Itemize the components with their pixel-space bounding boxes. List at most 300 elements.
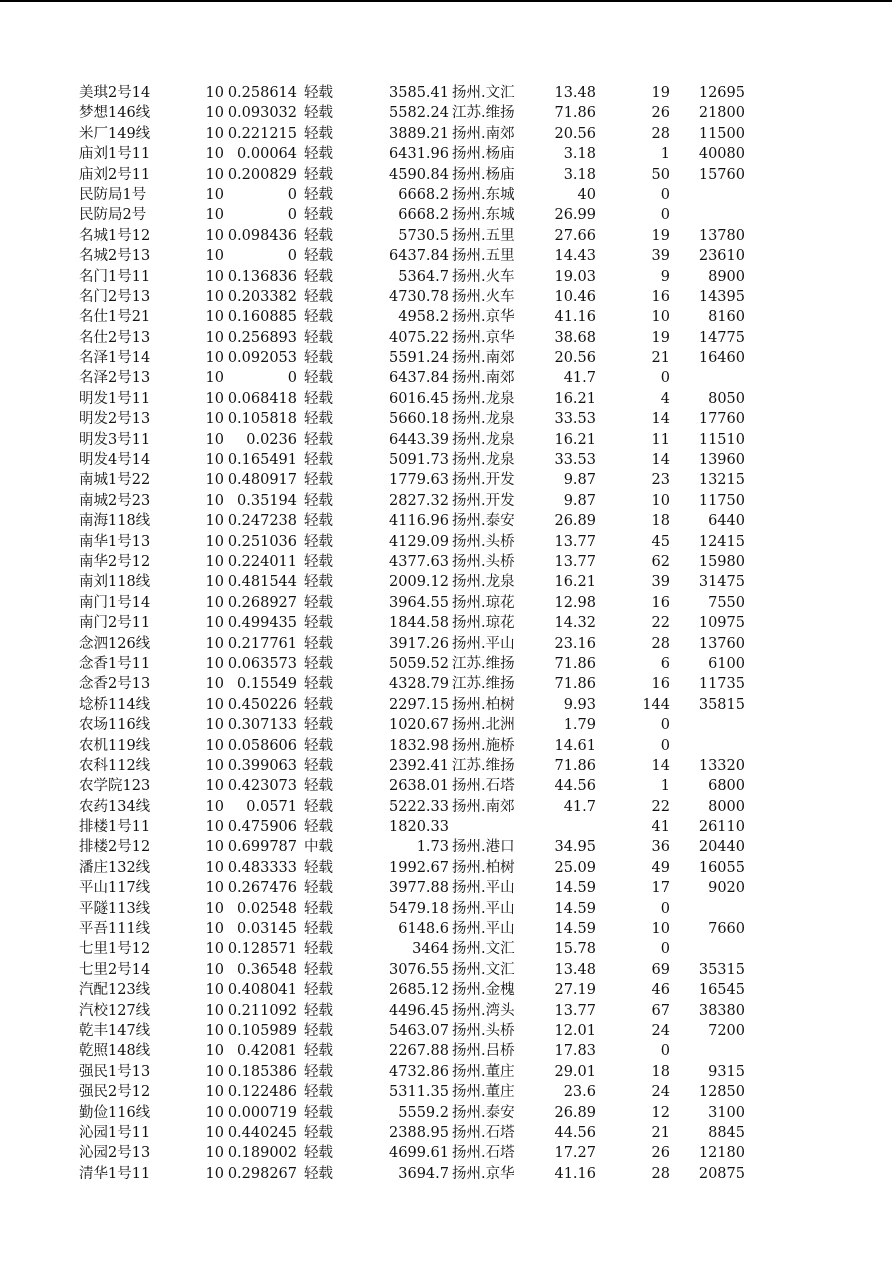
load-status-cell: 轻载 xyxy=(304,248,333,265)
distance-cell: 17.27 xyxy=(554,1145,596,1162)
load-rate-cell: 0.203382 xyxy=(227,288,297,305)
load-rate-cell: 0.0571 xyxy=(246,798,297,815)
substation-cell: 扬州.湾头 xyxy=(452,1002,515,1019)
length-cell: 1992.67 xyxy=(389,859,449,876)
table-row xyxy=(0,328,892,348)
line-name-cell: 名仕1号21 xyxy=(79,309,151,326)
line-name-cell: 南门2号11 xyxy=(79,615,151,632)
substation-cell: 江苏.维扬 xyxy=(452,105,515,122)
length-cell: 5730.5 xyxy=(398,227,449,244)
load-status-cell: 轻载 xyxy=(304,1043,333,1060)
distance-cell: 44.56 xyxy=(554,1124,596,1141)
voltage-cell: 10 xyxy=(205,839,224,856)
load-status-cell: 轻载 xyxy=(304,370,333,387)
load-rate-cell: 0.058606 xyxy=(227,737,297,754)
distance-cell: 71.86 xyxy=(554,655,596,672)
length-cell: 5222.33 xyxy=(389,798,449,815)
voltage-cell: 10 xyxy=(205,1063,224,1080)
line-name-cell: 明发4号14 xyxy=(79,452,151,469)
distance-cell: 26.99 xyxy=(554,207,596,224)
distance-cell: 16.21 xyxy=(554,390,596,407)
substation-cell: 扬州.京华 xyxy=(452,309,515,326)
length-cell: 4730.78 xyxy=(389,288,449,305)
substation-cell: 扬州.龙泉 xyxy=(452,574,515,591)
count-cell: 10 xyxy=(651,921,670,938)
substation-cell: 扬州.头桥 xyxy=(452,1022,515,1039)
distance-cell: 10.46 xyxy=(554,288,596,305)
load-rate-cell: 0.499435 xyxy=(227,615,297,632)
load-rate-cell: 0.03145 xyxy=(237,921,297,938)
load-rate-cell: 0.098436 xyxy=(227,227,297,244)
length-cell: 1020.67 xyxy=(389,717,449,734)
load-rate-cell: 0.105818 xyxy=(227,411,297,428)
capacity-cell: 15760 xyxy=(698,166,745,183)
capacity-cell: 20440 xyxy=(698,839,745,856)
distance-cell: 23.16 xyxy=(554,635,596,652)
table-row xyxy=(0,817,892,837)
table-row xyxy=(0,776,892,796)
capacity-cell xyxy=(670,899,745,919)
count-cell: 46 xyxy=(651,982,670,999)
capacity-cell: 38380 xyxy=(698,1002,745,1019)
distance-cell: 33.53 xyxy=(554,452,596,469)
voltage-cell: 10 xyxy=(205,1124,224,1141)
voltage-cell: 10 xyxy=(205,1002,224,1019)
load-status-cell: 轻载 xyxy=(304,452,333,469)
substation-cell: 扬州.南郊 xyxy=(452,370,515,387)
capacity-cell: 12415 xyxy=(698,533,745,550)
load-rate-cell: 0.165491 xyxy=(227,452,297,469)
load-rate-cell: 0.189002 xyxy=(227,1145,297,1162)
substation-cell: 扬州.董庄 xyxy=(452,1063,515,1080)
substation-cell: 扬州.吕桥 xyxy=(452,1043,515,1060)
count-cell: 144 xyxy=(642,696,670,713)
count-cell: 49 xyxy=(651,859,670,876)
load-rate-cell: 0 xyxy=(287,370,297,387)
load-rate-cell: 0.35194 xyxy=(237,492,297,509)
table-row xyxy=(0,185,892,205)
table-row xyxy=(0,124,892,144)
capacity-cell: 35815 xyxy=(698,696,745,713)
length-cell: 2685.12 xyxy=(389,982,449,999)
load-rate-cell: 0.36548 xyxy=(237,961,297,978)
count-cell: 19 xyxy=(651,329,670,346)
line-name-cell: 名泽1号14 xyxy=(79,350,151,367)
length-cell: 5463.07 xyxy=(389,1022,449,1039)
voltage-cell: 10 xyxy=(205,350,224,367)
table-row xyxy=(0,715,892,735)
capacity-cell: 13760 xyxy=(698,635,745,652)
length-cell: 4129.09 xyxy=(389,533,449,550)
voltage-cell: 10 xyxy=(205,370,224,387)
load-rate-cell: 0.211092 xyxy=(227,1002,297,1019)
table-row xyxy=(0,1164,892,1184)
count-cell: 21 xyxy=(651,350,670,367)
load-status-cell: 轻载 xyxy=(304,615,333,632)
distance-cell: 13.77 xyxy=(554,533,596,550)
distance-cell: 14.59 xyxy=(554,900,596,917)
voltage-cell: 10 xyxy=(205,1165,224,1182)
capacity-cell: 11500 xyxy=(698,125,745,142)
line-name-cell: 民防局1号 xyxy=(79,186,147,203)
distance-cell: 16.21 xyxy=(554,574,596,591)
voltage-cell: 10 xyxy=(205,859,224,876)
substation-cell: 扬州.文汇 xyxy=(452,941,515,958)
count-cell: 0 xyxy=(660,737,670,754)
load-rate-cell: 0.475906 xyxy=(227,819,297,836)
page-top-border xyxy=(0,0,892,2)
load-status-cell: 轻载 xyxy=(304,982,333,999)
load-status-cell: 轻载 xyxy=(304,227,333,244)
distance-cell: 26.89 xyxy=(554,1104,596,1121)
count-cell: 19 xyxy=(651,85,670,101)
load-rate-cell: 0.42081 xyxy=(237,1043,297,1060)
line-name-cell: 民防局2号 xyxy=(79,207,147,224)
count-cell: 17 xyxy=(651,880,670,897)
table-row xyxy=(0,511,892,531)
distance-cell: 14.59 xyxy=(554,921,596,938)
distance-cell: 16.21 xyxy=(554,431,596,448)
count-cell: 67 xyxy=(651,1002,670,1019)
capacity-cell: 3100 xyxy=(708,1104,745,1121)
load-status-cell: 轻载 xyxy=(304,85,333,101)
table-row xyxy=(0,858,892,878)
length-cell: 6668.2 xyxy=(398,207,449,224)
count-cell: 26 xyxy=(651,1145,670,1162)
distance-cell: 13.48 xyxy=(554,961,596,978)
line-name-cell: 埝桥114线 xyxy=(79,696,151,713)
line-name-cell: 念泗126线 xyxy=(79,635,151,652)
distance-cell: 29.01 xyxy=(554,1063,596,1080)
capacity-cell: 8000 xyxy=(708,798,745,815)
substation-cell: 扬州.南郊 xyxy=(452,125,515,142)
substation-cell: 扬州.泰安 xyxy=(452,1104,515,1121)
length-cell: 2638.01 xyxy=(389,778,449,795)
capacity-cell: 9020 xyxy=(708,880,745,897)
load-status-cell: 轻载 xyxy=(304,1145,333,1162)
line-name-cell: 农学院123 xyxy=(79,778,151,795)
load-rate-cell: 0 xyxy=(287,248,297,265)
substation-cell: 扬州.南郊 xyxy=(452,798,515,815)
voltage-cell: 10 xyxy=(205,880,224,897)
length-cell: 4732.86 xyxy=(389,1063,449,1080)
count-cell: 0 xyxy=(660,1043,670,1060)
count-cell: 0 xyxy=(660,941,670,958)
distance-cell: 15.78 xyxy=(554,941,596,958)
load-status-cell: 轻载 xyxy=(304,1104,333,1121)
load-rate-cell: 0.298267 xyxy=(227,1165,297,1182)
load-rate-cell: 0.093032 xyxy=(227,105,297,122)
length-cell: 5479.18 xyxy=(389,900,449,917)
load-status-cell: 轻载 xyxy=(304,961,333,978)
substation-cell: 江苏.维扬 xyxy=(452,655,515,672)
voltage-cell: 10 xyxy=(205,594,224,611)
load-status-cell: 轻载 xyxy=(304,1002,333,1019)
load-status-cell: 轻载 xyxy=(304,737,333,754)
distance-cell: 34.95 xyxy=(554,839,596,856)
line-name-cell: 南华2号12 xyxy=(79,553,151,570)
table-row xyxy=(0,1103,892,1123)
line-name-cell: 南海118线 xyxy=(79,513,151,530)
line-name-cell: 排楼2号12 xyxy=(79,839,151,856)
line-name-cell: 乾照148线 xyxy=(79,1043,151,1060)
table-row xyxy=(0,1082,892,1102)
load-status-cell: 轻载 xyxy=(304,859,333,876)
capacity-cell: 7660 xyxy=(708,921,745,938)
substation-cell: 扬州.平山 xyxy=(452,880,515,897)
distance-cell: 41.7 xyxy=(563,798,596,815)
load-status-cell: 轻载 xyxy=(304,350,333,367)
distance-cell: 27.19 xyxy=(554,982,596,999)
voltage-cell: 10 xyxy=(205,900,224,917)
distance-cell: 3.18 xyxy=(563,146,596,163)
substation-cell: 扬州.石塔 xyxy=(452,1145,515,1162)
distance-cell: 44.56 xyxy=(554,778,596,795)
line-name-cell: 庙刘2号11 xyxy=(79,166,151,183)
length-cell: 4116.96 xyxy=(389,513,449,530)
voltage-cell: 10 xyxy=(205,268,224,285)
capacity-cell: 15980 xyxy=(698,553,745,570)
capacity-cell: 16460 xyxy=(698,350,745,367)
distance-cell: 9.87 xyxy=(563,472,596,489)
line-name-cell: 明发3号11 xyxy=(79,431,151,448)
capacity-cell xyxy=(670,1041,745,1061)
count-cell: 18 xyxy=(651,513,670,530)
load-status-cell: 轻载 xyxy=(304,125,333,142)
substation-cell: 扬州.平山 xyxy=(452,900,515,917)
count-cell: 14 xyxy=(651,411,670,428)
count-cell: 62 xyxy=(651,553,670,570)
capacity-cell: 16055 xyxy=(698,859,745,876)
length-cell: 5582.24 xyxy=(389,105,449,122)
line-name-cell: 南门1号14 xyxy=(79,594,151,611)
substation-cell: 扬州.泰安 xyxy=(452,513,515,530)
substation-cell: 扬州.施桥 xyxy=(452,737,515,754)
substation-cell: 扬州.琼花 xyxy=(452,594,515,611)
load-status-cell: 轻载 xyxy=(304,1124,333,1141)
table-row xyxy=(0,226,892,246)
load-status-cell: 轻载 xyxy=(304,778,333,795)
load-rate-cell: 0.063573 xyxy=(227,655,297,672)
voltage-cell: 10 xyxy=(205,1145,224,1162)
length-cell: 6148.6 xyxy=(398,921,449,938)
substation-cell: 扬州.京华 xyxy=(452,1165,515,1182)
load-status-cell: 轻载 xyxy=(304,186,333,203)
load-rate-cell: 0.268927 xyxy=(227,594,297,611)
load-status-cell: 轻载 xyxy=(304,819,333,836)
voltage-cell: 10 xyxy=(205,390,224,407)
voltage-cell: 10 xyxy=(205,329,224,346)
line-name-cell: 名城2号13 xyxy=(79,248,151,265)
table-row xyxy=(0,756,892,776)
distance-cell: 27.66 xyxy=(554,227,596,244)
load-rate-cell: 0.105989 xyxy=(227,1022,297,1039)
load-status-cell: 轻载 xyxy=(304,921,333,938)
line-name-cell: 名泽2号13 xyxy=(79,370,151,387)
capacity-cell: 11735 xyxy=(698,676,745,693)
table-row xyxy=(0,572,892,592)
line-name-cell: 梦想146线 xyxy=(79,105,151,122)
load-status-cell: 轻载 xyxy=(304,900,333,917)
load-rate-cell: 0.068418 xyxy=(227,390,297,407)
voltage-cell: 10 xyxy=(205,309,224,326)
line-name-cell: 平山117线 xyxy=(79,880,151,897)
table-row xyxy=(0,307,892,327)
line-name-cell: 南华1号13 xyxy=(79,533,151,550)
load-status-cell: 中载 xyxy=(304,839,333,856)
count-cell: 6 xyxy=(660,655,670,672)
capacity-cell: 9315 xyxy=(708,1063,745,1080)
voltage-cell: 10 xyxy=(205,941,224,958)
substation-cell: 扬州.琼花 xyxy=(452,615,515,632)
substation-cell: 江苏.维扬 xyxy=(452,757,515,774)
load-status-cell: 轻载 xyxy=(304,594,333,611)
substation-cell: 扬州.港口 xyxy=(452,839,515,856)
length-cell: 1820.33 xyxy=(389,819,449,836)
capacity-cell: 8845 xyxy=(708,1124,745,1141)
substation-cell: 扬州.平山 xyxy=(452,921,515,938)
capacity-cell: 23610 xyxy=(698,248,745,265)
substation-cell: 扬州.五里 xyxy=(452,227,515,244)
load-rate-cell: 0.221215 xyxy=(227,125,297,142)
load-rate-cell: 0 xyxy=(287,207,297,224)
line-name-cell: 沁园1号11 xyxy=(79,1124,151,1141)
count-cell: 14 xyxy=(651,757,670,774)
load-status-cell: 轻载 xyxy=(304,492,333,509)
load-status-cell: 轻载 xyxy=(304,655,333,672)
voltage-cell: 10 xyxy=(205,1084,224,1101)
voltage-cell: 10 xyxy=(205,186,224,203)
table-row xyxy=(0,430,892,450)
distance-cell: 41.16 xyxy=(554,1165,596,1182)
load-status-cell: 轻载 xyxy=(304,472,333,489)
voltage-cell: 10 xyxy=(205,778,224,795)
data-table xyxy=(0,83,892,1184)
voltage-cell: 10 xyxy=(205,574,224,591)
length-cell: 3464 xyxy=(412,941,449,958)
line-name-cell: 美琪2号14 xyxy=(79,85,151,101)
length-cell: 6443.39 xyxy=(389,431,449,448)
line-name-cell: 平隧113线 xyxy=(79,900,151,917)
count-cell: 45 xyxy=(651,533,670,550)
line-name-cell: 平吾111线 xyxy=(79,921,151,938)
count-cell: 39 xyxy=(651,248,670,265)
voltage-cell: 10 xyxy=(205,513,224,530)
length-cell: 4590.84 xyxy=(389,166,449,183)
table-row xyxy=(0,878,892,898)
load-status-cell: 轻载 xyxy=(304,717,333,734)
substation-cell: 扬州.文汇 xyxy=(452,961,515,978)
capacity-cell: 10975 xyxy=(698,615,745,632)
count-cell: 11 xyxy=(651,431,670,448)
load-rate-cell: 0.480917 xyxy=(227,472,297,489)
capacity-cell: 11510 xyxy=(698,431,745,448)
load-rate-cell: 0.267476 xyxy=(227,880,297,897)
load-rate-cell: 0.399063 xyxy=(227,757,297,774)
load-rate-cell: 0.160885 xyxy=(227,309,297,326)
distance-cell: 26.89 xyxy=(554,513,596,530)
load-rate-cell: 0.128571 xyxy=(227,941,297,958)
distance-cell: 20.56 xyxy=(554,350,596,367)
table-row xyxy=(0,83,892,103)
table-row xyxy=(0,634,892,654)
voltage-cell: 10 xyxy=(205,1104,224,1121)
count-cell: 22 xyxy=(651,615,670,632)
count-cell: 24 xyxy=(651,1084,670,1101)
substation-cell: 扬州.石塔 xyxy=(452,1124,515,1141)
voltage-cell: 10 xyxy=(205,635,224,652)
table-row xyxy=(0,736,892,756)
capacity-cell: 31475 xyxy=(698,574,745,591)
line-name-cell: 农药134线 xyxy=(79,798,151,815)
line-name-cell: 汽配123线 xyxy=(79,982,151,999)
length-cell: 3585.41 xyxy=(389,85,449,101)
length-cell: 4328.79 xyxy=(389,676,449,693)
load-status-cell: 轻载 xyxy=(304,941,333,958)
substation-cell: 扬州.北洲 xyxy=(452,717,515,734)
voltage-cell: 10 xyxy=(205,1043,224,1060)
voltage-cell: 10 xyxy=(205,207,224,224)
substation-cell: 扬州.火车 xyxy=(452,268,515,285)
line-name-cell: 念香2号13 xyxy=(79,676,151,693)
load-status-cell: 轻载 xyxy=(304,533,333,550)
table-row xyxy=(0,165,892,185)
count-cell: 9 xyxy=(660,268,670,285)
count-cell: 21 xyxy=(651,1124,670,1141)
substation-cell: 扬州.龙泉 xyxy=(452,431,515,448)
load-status-cell: 轻载 xyxy=(304,431,333,448)
capacity-cell: 40080 xyxy=(698,146,745,163)
count-cell: 41 xyxy=(651,819,670,836)
count-cell: 69 xyxy=(651,961,670,978)
load-status-cell: 轻载 xyxy=(304,574,333,591)
load-status-cell: 轻载 xyxy=(304,513,333,530)
voltage-cell: 10 xyxy=(205,492,224,509)
length-cell: 2267.88 xyxy=(389,1043,449,1060)
table-row xyxy=(0,960,892,980)
load-rate-cell: 0.699787 xyxy=(227,839,297,856)
count-cell: 26 xyxy=(651,105,670,122)
count-cell: 4 xyxy=(660,390,670,407)
table-row xyxy=(0,613,892,633)
table-row xyxy=(0,491,892,511)
length-cell: 4496.45 xyxy=(389,1002,449,1019)
voltage-cell: 10 xyxy=(205,125,224,142)
count-cell: 16 xyxy=(651,288,670,305)
distance-cell xyxy=(524,817,596,837)
length-cell: 5559.2 xyxy=(398,1104,449,1121)
capacity-cell: 16545 xyxy=(698,982,745,999)
voltage-cell: 10 xyxy=(205,472,224,489)
distance-cell: 23.6 xyxy=(563,1084,596,1101)
distance-cell: 19.03 xyxy=(554,268,596,285)
load-rate-cell: 0.185386 xyxy=(227,1063,297,1080)
voltage-cell: 10 xyxy=(205,676,224,693)
voltage-cell: 10 xyxy=(205,248,224,265)
length-cell: 3964.55 xyxy=(389,594,449,611)
load-rate-cell: 0.200829 xyxy=(227,166,297,183)
line-name-cell: 沁园2号13 xyxy=(79,1145,151,1162)
load-status-cell: 轻载 xyxy=(304,1022,333,1039)
distance-cell: 13.48 xyxy=(554,85,596,101)
count-cell: 16 xyxy=(651,594,670,611)
table-row xyxy=(0,246,892,266)
table-row xyxy=(0,409,892,429)
count-cell: 22 xyxy=(651,798,670,815)
load-rate-cell: 0.000719 xyxy=(227,1104,297,1121)
length-cell: 6668.2 xyxy=(398,186,449,203)
load-status-cell: 轻载 xyxy=(304,288,333,305)
